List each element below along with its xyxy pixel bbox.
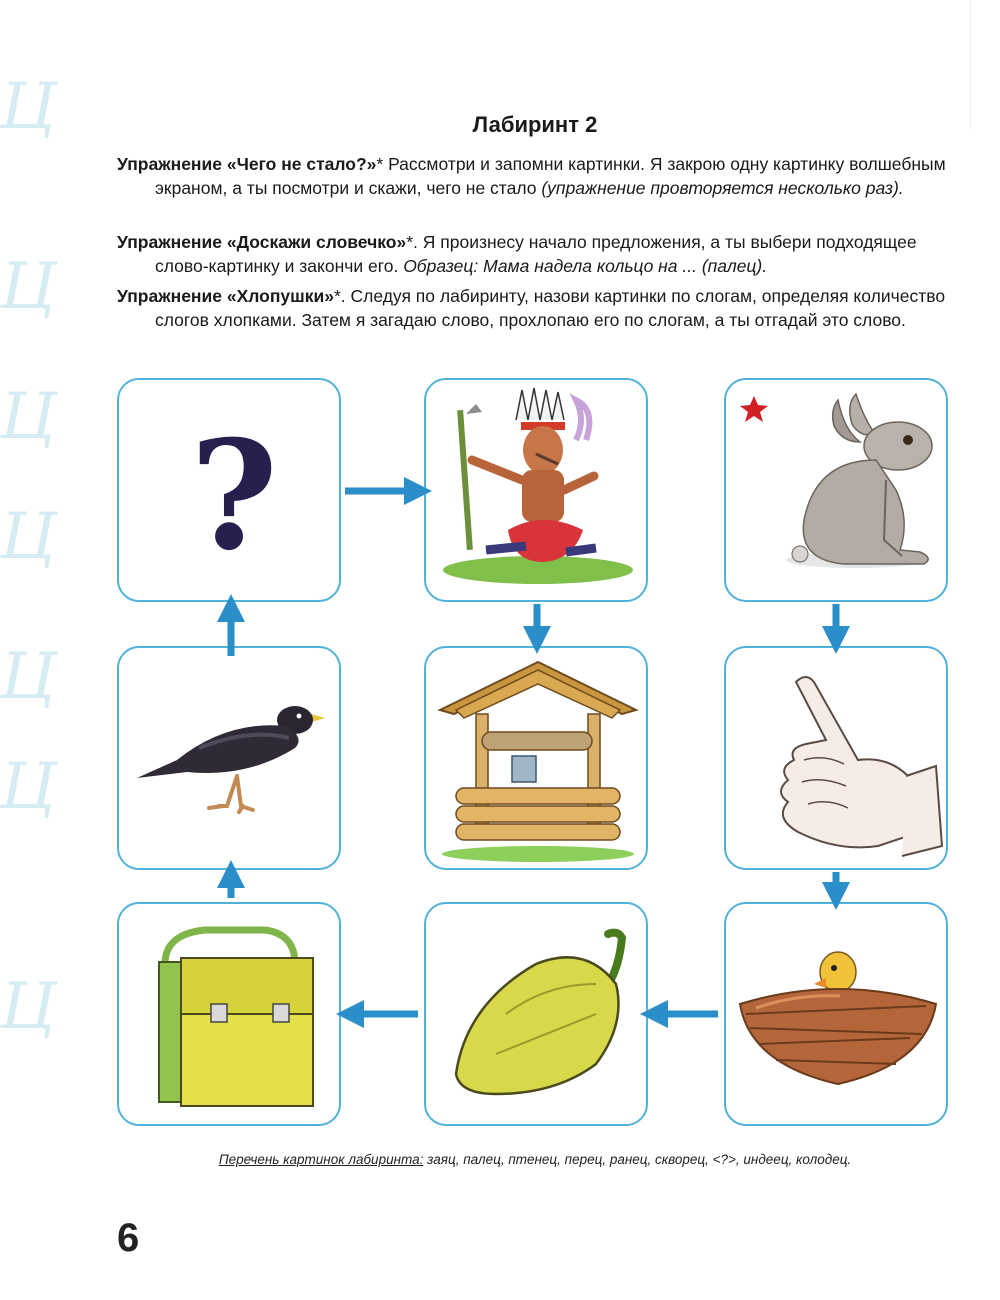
exercise-name: Упражнение «Доскажи словечко» <box>117 232 407 252</box>
background-letter: Ц <box>0 250 56 324</box>
background-letter: Ц <box>0 750 56 824</box>
exercise-text: *. Следуя по лабиринту, назови картинки по слогам, определяя количество слогов хлопками. Затем я загадаю слово, прохлопаю его по слогам, а ты отгадай это слово. <box>155 286 946 330</box>
exercise-text: * Рассмотри и запомни картинки. Я закрою одну картинку волшебным экраном, а ты посмотри и скажи, чего не стало <box>155 154 946 198</box>
exercise-text: *. Я произнесу начало предложения, а ты выбери подходящее слово-картинку и закончи его. <box>155 232 917 276</box>
caption-list: заяц, палец, птенец, перец, ранец, скворец, <?>, индеец, колодец. <box>423 1152 852 1167</box>
background-letter: Ц <box>0 500 56 574</box>
exercise-note: Образец: Мама надела кольцо на ... (палец). <box>403 256 768 276</box>
exercise-note: (упражнение провторяется несколько раз). <box>541 178 904 198</box>
exercise-name: Упражнение «Хлопушки» <box>117 286 334 306</box>
caption-lead: Перечень картинок лабиринта: <box>218 1152 424 1167</box>
page-title: Лабиринт 2 <box>472 112 598 137</box>
background-letter: Ц <box>0 970 56 1044</box>
background-letter: Ц <box>0 640 56 714</box>
background-letter: Ц <box>0 380 56 454</box>
page-number: 6 <box>117 1216 140 1260</box>
picture-list-caption <box>0 1152 1000 1167</box>
question-mark: ? <box>190 408 278 584</box>
background-letter: Ц <box>0 70 56 144</box>
exercise-name: Упражнение «Чего не стало?» <box>117 154 377 174</box>
